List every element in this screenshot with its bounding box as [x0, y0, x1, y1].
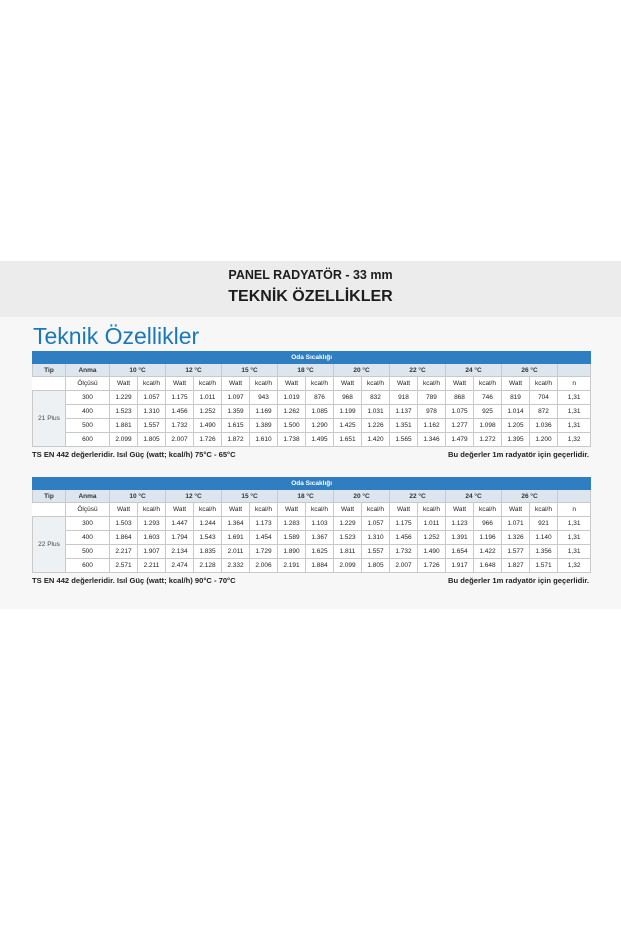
table-cell: 1.454 — [250, 531, 278, 545]
subheader-kcal: kcal/h — [362, 377, 390, 391]
table-cell: 1.346 — [418, 433, 446, 447]
table-cell: 1.290 — [306, 419, 334, 433]
table-cell: 1.625 — [306, 545, 334, 559]
subheader-watt: Watt — [502, 377, 530, 391]
table-cell: 1.881 — [110, 419, 138, 433]
table-cell: 832 — [362, 391, 390, 405]
table-cell: 2.099 — [110, 433, 138, 447]
table-cell: 1.085 — [306, 405, 334, 419]
subheader-kcal: kcal/h — [474, 503, 502, 517]
table-cell: 1,31 — [558, 545, 591, 559]
header-anma: Anma — [66, 364, 110, 377]
subheader-olcusu: Ölçüsü — [66, 503, 110, 517]
subheader-watt: Watt — [110, 377, 138, 391]
note-standard: TS EN 442 değerleridir. Isıl Güç (watt; kcal/h) 75°C - 65°C — [32, 450, 236, 459]
subheader-kcal: kcal/h — [250, 377, 278, 391]
subheader-row — [33, 503, 591, 517]
note-validity: Bu değerler 1m radyatör için geçerlidir. — [448, 450, 589, 459]
table-cell: 1.794 — [166, 531, 194, 545]
table-cell: 300 — [66, 391, 110, 405]
table-cell: 1.031 — [362, 405, 390, 419]
table-row — [33, 517, 591, 531]
subheader-kcal: kcal/h — [306, 377, 334, 391]
subheader-watt: Watt — [222, 377, 250, 391]
table-cell: 2.134 — [166, 545, 194, 559]
subheader-kcal: kcal/h — [530, 503, 558, 517]
header-temperature: 10 °C — [110, 364, 166, 377]
table-cell: 1.726 — [418, 559, 446, 573]
table-cell: 2.007 — [390, 559, 418, 573]
table-cell: 1.057 — [138, 391, 166, 405]
header-temperature: 12 °C — [166, 364, 222, 377]
table-cell: 1.229 — [334, 517, 362, 531]
table-cell: 1.738 — [278, 433, 306, 447]
table-cell: 1.057 — [362, 517, 390, 531]
table-cell: 1.811 — [334, 545, 362, 559]
table-cell: 1.732 — [390, 545, 418, 559]
table-cell: 1.103 — [306, 517, 334, 531]
table-cell: 1,31 — [558, 419, 591, 433]
table-cell: 1,32 — [558, 433, 591, 447]
header-temperature: 20 °C — [334, 364, 390, 377]
table-cell: 1,31 — [558, 405, 591, 419]
header-temperature: 24 °C — [446, 364, 502, 377]
note-validity: Bu değerler 1m radyatör için geçerlidir. — [448, 576, 589, 585]
table-cell: 868 — [446, 391, 474, 405]
table-cell: 2.217 — [110, 545, 138, 559]
table-cell: 1.036 — [530, 419, 558, 433]
banner-row — [33, 478, 591, 490]
subheader-kcal: kcal/h — [138, 377, 166, 391]
subheader-empty — [33, 377, 66, 391]
table-cell: 2.191 — [278, 559, 306, 573]
table-cell: 1.577 — [502, 545, 530, 559]
table-cell: 1.654 — [446, 545, 474, 559]
header-row — [33, 364, 591, 377]
table-cell: 600 — [66, 433, 110, 447]
table-cell: 1.571 — [530, 559, 558, 573]
table-cell: 2.332 — [222, 559, 250, 573]
table-cell: 1.229 — [110, 391, 138, 405]
table-cell: 1.495 — [306, 433, 334, 447]
table-cell: 1.890 — [278, 545, 306, 559]
table-cell: 1.864 — [110, 531, 138, 545]
table-cell: 500 — [66, 419, 110, 433]
subheader-watt: Watt — [390, 377, 418, 391]
table-cell: 876 — [306, 391, 334, 405]
table-cell: 1.359 — [222, 405, 250, 419]
header-empty — [558, 364, 591, 377]
table-cell: 2.211 — [138, 559, 166, 573]
subheader-row — [33, 377, 591, 391]
table-cell: 1.283 — [278, 517, 306, 531]
product-title: PANEL RADYATÖR - 33 mm — [228, 268, 393, 282]
table-cell: 1.503 — [110, 517, 138, 531]
table-cell: 1.364 — [222, 517, 250, 531]
table-cell: 1.603 — [138, 531, 166, 545]
table-cell: 1.691 — [222, 531, 250, 545]
table-cell: 1.447 — [166, 517, 194, 531]
table-row — [33, 419, 591, 433]
table-cell: 1.557 — [138, 419, 166, 433]
table-cell: 2.007 — [166, 433, 194, 447]
spec-table-21-plus — [32, 351, 591, 447]
table-cell: 1.391 — [446, 531, 474, 545]
table-cell: 2.128 — [194, 559, 222, 573]
table-cell: 1.199 — [334, 405, 362, 419]
subheader-watt: Watt — [390, 503, 418, 517]
header-temperature: 10 °C — [110, 490, 166, 503]
table-cell: 1.071 — [502, 517, 530, 531]
table-cell: 1.140 — [530, 531, 558, 545]
table-cell: 1.252 — [194, 405, 222, 419]
subheader-olcusu: Ölçüsü — [66, 377, 110, 391]
room-temperature-banner: Oda Sıcaklığı — [33, 478, 591, 490]
header-tip: Tip — [33, 490, 66, 503]
table-row — [33, 433, 591, 447]
table-cell: 1.019 — [278, 391, 306, 405]
table-cell: 921 — [530, 517, 558, 531]
subheader-empty — [33, 503, 66, 517]
type-label: 21 Plus — [33, 391, 66, 447]
subheader-kcal: kcal/h — [362, 503, 390, 517]
header-tip: Tip — [33, 364, 66, 377]
spec-table-22-plus — [32, 477, 591, 573]
subheader-watt: Watt — [110, 503, 138, 517]
table-cell: 1.310 — [362, 531, 390, 545]
header-row — [33, 490, 591, 503]
table-cell: 918 — [390, 391, 418, 405]
table-cell: 1.917 — [446, 559, 474, 573]
table-cell: 872 — [530, 405, 558, 419]
table-cell: 1.523 — [110, 405, 138, 419]
type-label: 22 Plus — [33, 517, 66, 573]
header-temperature: 24 °C — [446, 490, 502, 503]
table-cell: 1.014 — [502, 405, 530, 419]
table-cell: 1.272 — [474, 433, 502, 447]
table-cell: 2.571 — [110, 559, 138, 573]
table-cell: 1.011 — [418, 517, 446, 531]
table-cell: 1.589 — [278, 531, 306, 545]
table-cell: 1.196 — [474, 531, 502, 545]
table-cell: 1.162 — [418, 419, 446, 433]
table-cell: 1.805 — [362, 559, 390, 573]
table-cell: 1.523 — [334, 531, 362, 545]
subheader-watt: Watt — [334, 503, 362, 517]
table-cell: 1.884 — [306, 559, 334, 573]
subheader-kcal: kcal/h — [530, 377, 558, 391]
table-cell: 600 — [66, 559, 110, 573]
table-cell: 1.425 — [334, 419, 362, 433]
note-standard: TS EN 442 değerleridir. Isıl Güç (watt; kcal/h) 90°C - 70°C — [32, 576, 236, 585]
table-cell: 1.175 — [166, 391, 194, 405]
table-cell: 1.835 — [194, 545, 222, 559]
table-cell: 400 — [66, 405, 110, 419]
table-row — [33, 531, 591, 545]
table-cell: 1.479 — [446, 433, 474, 447]
table-cell: 1,31 — [558, 517, 591, 531]
header-temperature: 12 °C — [166, 490, 222, 503]
table-cell: 1.123 — [446, 517, 474, 531]
subheader-kcal: kcal/h — [474, 377, 502, 391]
table-row — [33, 559, 591, 573]
table-cell: 1.310 — [138, 405, 166, 419]
table-cell: 1.226 — [362, 419, 390, 433]
table-cell: 1.907 — [138, 545, 166, 559]
table-cell: 500 — [66, 545, 110, 559]
table-cell: 1.011 — [194, 391, 222, 405]
header-temperature: 20 °C — [334, 490, 390, 503]
table-cell: 1.395 — [502, 433, 530, 447]
table-cell: 2.099 — [334, 559, 362, 573]
table-cell: 968 — [334, 391, 362, 405]
table-cell: 1.173 — [250, 517, 278, 531]
table-cell: 1.326 — [502, 531, 530, 545]
table-cell: 1.827 — [502, 559, 530, 573]
table-cell: 1.422 — [474, 545, 502, 559]
subheader-n: n — [558, 377, 591, 391]
table-cell: 1.490 — [418, 545, 446, 559]
table-cell: 1.615 — [222, 419, 250, 433]
table-cell: 1.351 — [390, 419, 418, 433]
subheader-n: n — [558, 503, 591, 517]
table-cell: 400 — [66, 531, 110, 545]
table-cell: 943 — [250, 391, 278, 405]
table-row — [33, 405, 591, 419]
table-cell: 1.244 — [194, 517, 222, 531]
table-cell: 1.732 — [166, 419, 194, 433]
table-cell: 1.175 — [390, 517, 418, 531]
banner-row — [33, 352, 591, 364]
header-temperature: 26 °C — [502, 364, 558, 377]
page-heading: Teknik Özellikler — [33, 323, 200, 349]
subheader-kcal: kcal/h — [306, 503, 334, 517]
table-cell: 1.648 — [474, 559, 502, 573]
room-temperature-banner: Oda Sıcaklığı — [33, 352, 591, 364]
table-cell: 789 — [418, 391, 446, 405]
subheader-kcal: kcal/h — [418, 377, 446, 391]
table-cell: 1.565 — [390, 433, 418, 447]
table-cell: 704 — [530, 391, 558, 405]
header-temperature: 15 °C — [222, 364, 278, 377]
table-cell: 966 — [474, 517, 502, 531]
subheader-kcal: kcal/h — [194, 377, 222, 391]
subheader-kcal: kcal/h — [418, 503, 446, 517]
header-empty — [558, 490, 591, 503]
header-temperature: 22 °C — [390, 364, 446, 377]
subheader-watt: Watt — [222, 503, 250, 517]
table-cell: 819 — [502, 391, 530, 405]
table-cell: 1.200 — [530, 433, 558, 447]
table-cell: 1.137 — [390, 405, 418, 419]
table-cell: 1.277 — [446, 419, 474, 433]
table-cell: 1.389 — [250, 419, 278, 433]
subheader-watt: Watt — [278, 377, 306, 391]
table-cell: 1.097 — [222, 391, 250, 405]
table-cell: 1,31 — [558, 531, 591, 545]
table-cell: 1.872 — [222, 433, 250, 447]
table-cell: 1.098 — [474, 419, 502, 433]
table-cell: 1.805 — [138, 433, 166, 447]
table-cell: 2.006 — [250, 559, 278, 573]
table-cell: 1.252 — [418, 531, 446, 545]
subheader-kcal: kcal/h — [194, 503, 222, 517]
table-cell: 1,31 — [558, 391, 591, 405]
title-band — [0, 261, 621, 317]
subheader-watt: Watt — [502, 503, 530, 517]
subheader-watt: Watt — [166, 377, 194, 391]
table-cell: 978 — [418, 405, 446, 419]
table-cell: 2.011 — [222, 545, 250, 559]
table-cell: 1.262 — [278, 405, 306, 419]
table-cell: 1.651 — [334, 433, 362, 447]
table-cell: 1.367 — [306, 531, 334, 545]
table-cell: 1.356 — [530, 545, 558, 559]
header-temperature: 18 °C — [278, 364, 334, 377]
table-cell: 1.500 — [278, 419, 306, 433]
table-cell: 1.205 — [502, 419, 530, 433]
table-cell: 1,32 — [558, 559, 591, 573]
table-cell: 1.610 — [250, 433, 278, 447]
table-cell: 1.557 — [362, 545, 390, 559]
header-anma: Anma — [66, 490, 110, 503]
table-cell: 300 — [66, 517, 110, 531]
subheader-watt: Watt — [446, 503, 474, 517]
table-cell: 925 — [474, 405, 502, 419]
table-cell: 1.543 — [194, 531, 222, 545]
table-cell: 2.474 — [166, 559, 194, 573]
header-temperature: 22 °C — [390, 490, 446, 503]
header-temperature: 15 °C — [222, 490, 278, 503]
table-row — [33, 391, 591, 405]
subheader-watt: Watt — [334, 377, 362, 391]
table-cell: 1.075 — [446, 405, 474, 419]
subheader-watt: Watt — [166, 503, 194, 517]
table-cell: 1.169 — [250, 405, 278, 419]
table-cell: 746 — [474, 391, 502, 405]
table-cell: 1.729 — [250, 545, 278, 559]
table-cell: 1.490 — [194, 419, 222, 433]
section-title: TEKNİK ÖZELLİKLER — [228, 288, 393, 305]
subheader-kcal: kcal/h — [138, 503, 166, 517]
subheader-watt: Watt — [446, 377, 474, 391]
header-temperature: 26 °C — [502, 490, 558, 503]
table-cell: 1.726 — [194, 433, 222, 447]
subheader-kcal: kcal/h — [250, 503, 278, 517]
header-temperature: 18 °C — [278, 490, 334, 503]
table-cell: 1.293 — [138, 517, 166, 531]
table-cell: 1.456 — [166, 405, 194, 419]
subheader-watt: Watt — [278, 503, 306, 517]
table-cell: 1.420 — [362, 433, 390, 447]
table-row — [33, 545, 591, 559]
table-cell: 1.456 — [390, 531, 418, 545]
